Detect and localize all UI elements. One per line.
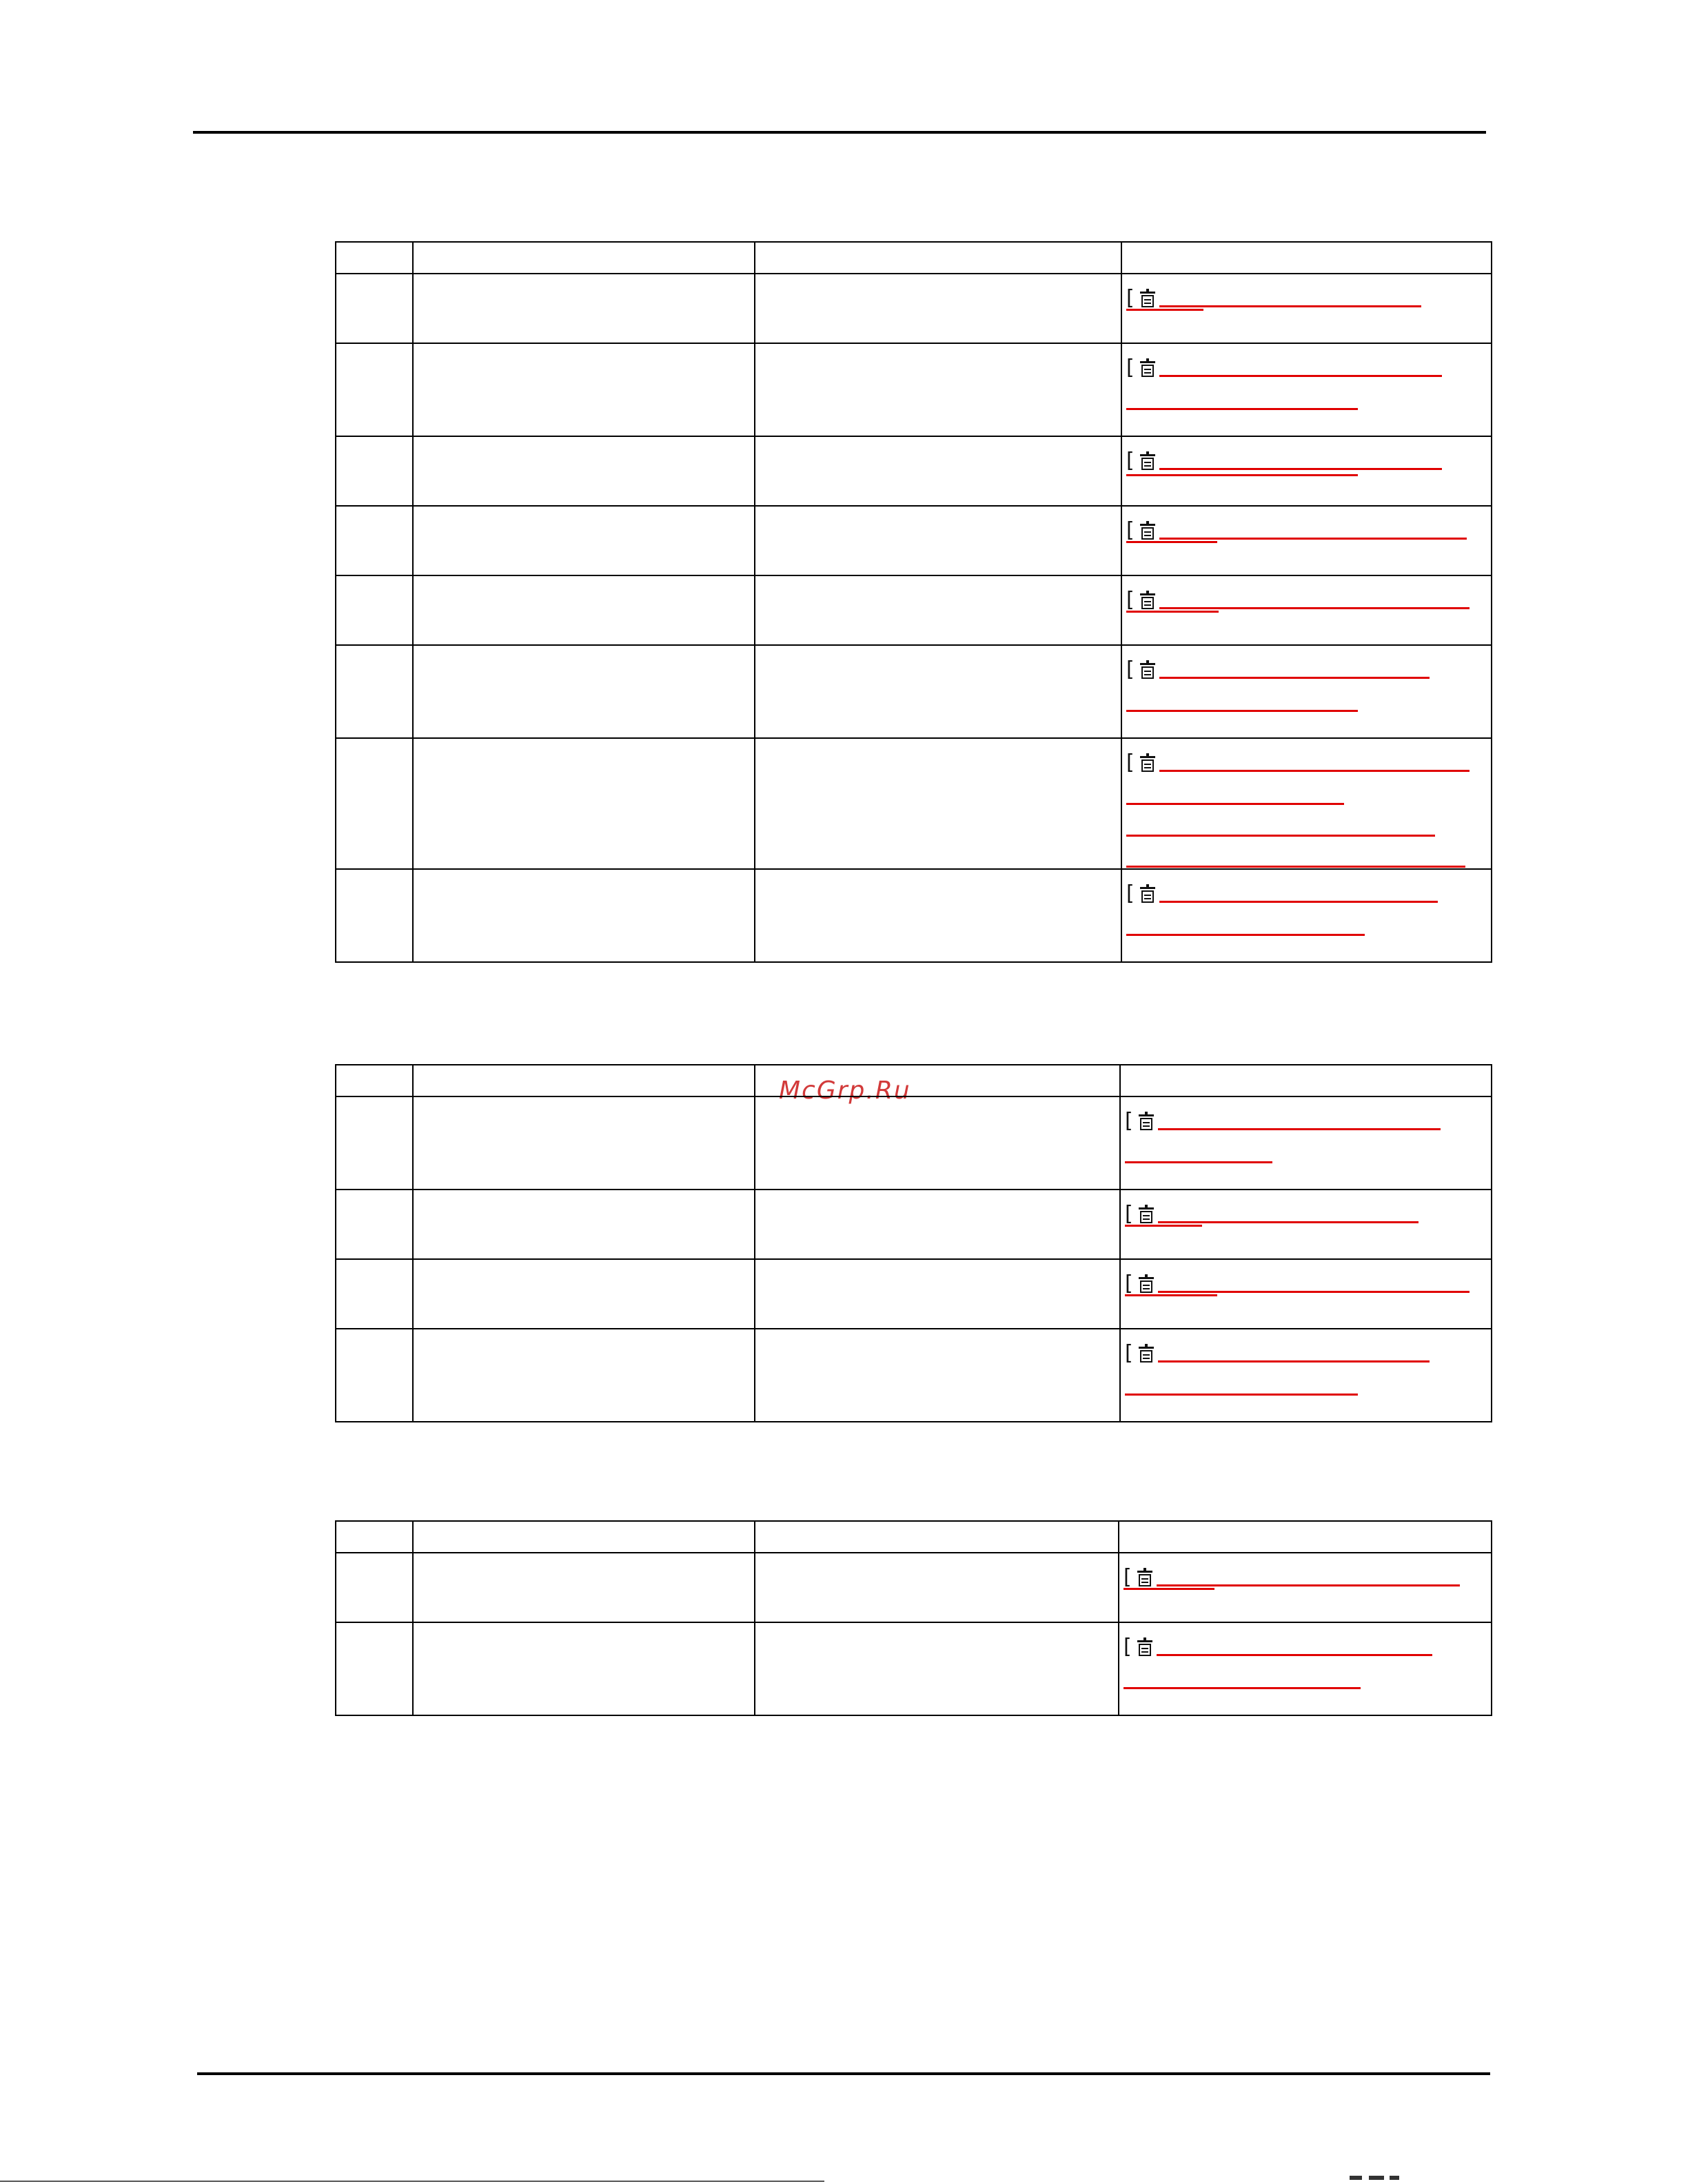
row-number-cell (336, 1329, 413, 1422)
reference-link[interactable] (1159, 607, 1470, 609)
table-row (336, 436, 1492, 506)
reference-link[interactable] (1158, 1128, 1441, 1130)
table-row (336, 1329, 1492, 1422)
row-number-cell (336, 645, 413, 738)
detail-cell (755, 1553, 1119, 1622)
header-cell (413, 1065, 755, 1096)
description-cell (413, 1190, 755, 1259)
reference-cell (1121, 738, 1492, 869)
reference-cell (1121, 506, 1492, 575)
table-row (336, 1259, 1492, 1329)
reference-link-continued[interactable] (1126, 710, 1358, 712)
reference-link-continued[interactable] (1126, 474, 1358, 476)
document-icon (1137, 753, 1158, 773)
row-number-cell (336, 274, 413, 343)
description-cell (413, 436, 755, 506)
document-icon (1136, 1111, 1157, 1132)
header-cell (755, 1065, 1120, 1096)
reference-link-continued[interactable] (1125, 1161, 1272, 1163)
row-number-cell (336, 343, 413, 436)
table-1 (335, 241, 1492, 963)
description-cell (413, 575, 755, 645)
reference-link[interactable] (1159, 770, 1470, 772)
detail-cell (755, 738, 1121, 869)
bracket-glyph: [ (1125, 1272, 1133, 1296)
bracket-glyph: [ (1126, 588, 1135, 612)
reference-link[interactable] (1159, 468, 1442, 470)
detail-cell (755, 869, 1121, 962)
footer-hairline (0, 2181, 824, 2182)
reference-link[interactable] (1159, 677, 1430, 679)
document-icon (1136, 1274, 1157, 1294)
bracket-glyph: [ (1126, 657, 1135, 682)
bracket-glyph: [ (1125, 1202, 1133, 1226)
reference-link[interactable] (1157, 1654, 1432, 1656)
detail-cell (755, 1329, 1120, 1422)
row-number-cell (336, 738, 413, 869)
reference-cell (1119, 1553, 1492, 1622)
table-row (336, 1096, 1492, 1190)
reference-link[interactable] (1159, 375, 1442, 377)
table-row (336, 274, 1492, 343)
reference-cell (1121, 274, 1492, 343)
row-number-cell (336, 1096, 413, 1190)
header-cell (755, 242, 1121, 274)
table-2 (335, 1064, 1492, 1422)
row-number-cell (336, 869, 413, 962)
reference-link[interactable] (1159, 538, 1467, 540)
reference-link-continued[interactable] (1125, 1225, 1202, 1227)
bracket-glyph: [ (1123, 1565, 1132, 1589)
reference-link[interactable] (1158, 1360, 1430, 1363)
reference-link-continued[interactable] (1126, 835, 1435, 837)
table-header-row (336, 242, 1492, 274)
description-cell (413, 738, 755, 869)
reference-link[interactable] (1157, 1584, 1460, 1586)
reference-link[interactable] (1158, 1221, 1418, 1223)
table-row (336, 506, 1492, 575)
reference-link-continued[interactable] (1126, 309, 1203, 311)
header-cell (1119, 1521, 1492, 1553)
description-cell (413, 343, 755, 436)
detail-cell (755, 1190, 1120, 1259)
detail-cell (755, 575, 1121, 645)
description-cell (413, 869, 755, 962)
reference-cell (1121, 436, 1492, 506)
row-number-cell (336, 1622, 413, 1715)
detail-cell (755, 343, 1121, 436)
document-icon (1137, 884, 1158, 904)
description-cell (413, 1259, 755, 1329)
reference-link-continued[interactable] (1126, 611, 1219, 613)
reference-cell (1120, 1096, 1492, 1190)
row-number-cell (336, 1553, 413, 1622)
table-row (336, 1622, 1492, 1715)
table-3 (335, 1520, 1492, 1716)
table-row (336, 1553, 1492, 1622)
table-row (336, 738, 1492, 869)
document-icon (1136, 1204, 1157, 1225)
table-row (336, 343, 1492, 436)
reference-cell (1120, 1190, 1492, 1259)
document-icon (1137, 520, 1158, 541)
reference-cell (1121, 343, 1492, 436)
reference-link-continued[interactable] (1126, 866, 1465, 868)
row-number-cell (336, 575, 413, 645)
detail-cell (755, 506, 1121, 575)
description-cell (413, 645, 755, 738)
detail-cell (755, 1622, 1119, 1715)
reference-cell (1121, 575, 1492, 645)
document-icon (1137, 288, 1158, 309)
detail-cell (755, 1259, 1120, 1329)
document-icon (1137, 590, 1158, 611)
reference-link[interactable] (1159, 305, 1421, 307)
reference-link-continued[interactable] (1126, 803, 1344, 805)
description-cell (413, 1622, 755, 1715)
reference-link-continued[interactable] (1126, 408, 1358, 410)
reference-link-continued[interactable] (1126, 934, 1365, 936)
header-cell (1120, 1065, 1492, 1096)
description-cell (413, 1329, 755, 1422)
reference-cell (1120, 1329, 1492, 1422)
row-number-cell (336, 1190, 413, 1259)
reference-cell (1120, 1259, 1492, 1329)
detail-cell (755, 1096, 1120, 1190)
footer-page-mark (1350, 2176, 1405, 2183)
table-header-row (336, 1521, 1492, 1553)
reference-cell (1121, 645, 1492, 738)
detail-cell (755, 274, 1121, 343)
header-rule (193, 131, 1486, 134)
reference-link[interactable] (1159, 901, 1438, 903)
bracket-glyph: [ (1126, 286, 1135, 310)
document-icon (1137, 358, 1158, 378)
bracket-glyph: [ (1126, 881, 1135, 906)
document-icon (1135, 1637, 1155, 1657)
bracket-glyph: [ (1125, 1109, 1133, 1133)
header-cell (336, 242, 413, 274)
description-cell (413, 1553, 755, 1622)
reference-link-continued[interactable] (1123, 1588, 1214, 1590)
bracket-glyph: [ (1126, 751, 1135, 775)
row-number-cell (336, 1259, 413, 1329)
table-row (336, 645, 1492, 738)
reference-link-continued[interactable] (1125, 1294, 1217, 1296)
table-header-row (336, 1065, 1492, 1096)
bracket-glyph: [ (1123, 1635, 1132, 1659)
table-row (336, 575, 1492, 645)
footer-rule (197, 2072, 1490, 2075)
watermark: McGrp.Ru (779, 1076, 911, 1105)
reference-cell (1121, 869, 1492, 962)
document-icon (1136, 1343, 1157, 1364)
bracket-glyph: [ (1125, 1341, 1133, 1365)
description-cell (413, 1096, 755, 1190)
description-cell (413, 274, 755, 343)
bracket-glyph: [ (1126, 356, 1135, 380)
document-icon (1137, 451, 1158, 471)
bracket-glyph: [ (1126, 518, 1135, 542)
description-cell (413, 506, 755, 575)
document-icon (1135, 1567, 1155, 1588)
reference-cell (1119, 1622, 1492, 1715)
reference-link-continued[interactable] (1125, 1394, 1358, 1396)
row-number-cell (336, 506, 413, 575)
header-cell (413, 1521, 755, 1553)
document-icon (1137, 660, 1158, 680)
table-row (336, 1190, 1492, 1259)
header-cell (336, 1065, 413, 1096)
table-row (336, 869, 1492, 962)
bracket-glyph: [ (1126, 449, 1135, 473)
header-cell (1121, 242, 1492, 274)
reference-link-continued[interactable] (1126, 541, 1217, 543)
reference-link[interactable] (1158, 1291, 1470, 1293)
header-cell (755, 1521, 1119, 1553)
header-cell (413, 242, 755, 274)
detail-cell (755, 436, 1121, 506)
detail-cell (755, 645, 1121, 738)
reference-link-continued[interactable] (1123, 1687, 1361, 1689)
header-cell (336, 1521, 413, 1553)
row-number-cell (336, 436, 413, 506)
